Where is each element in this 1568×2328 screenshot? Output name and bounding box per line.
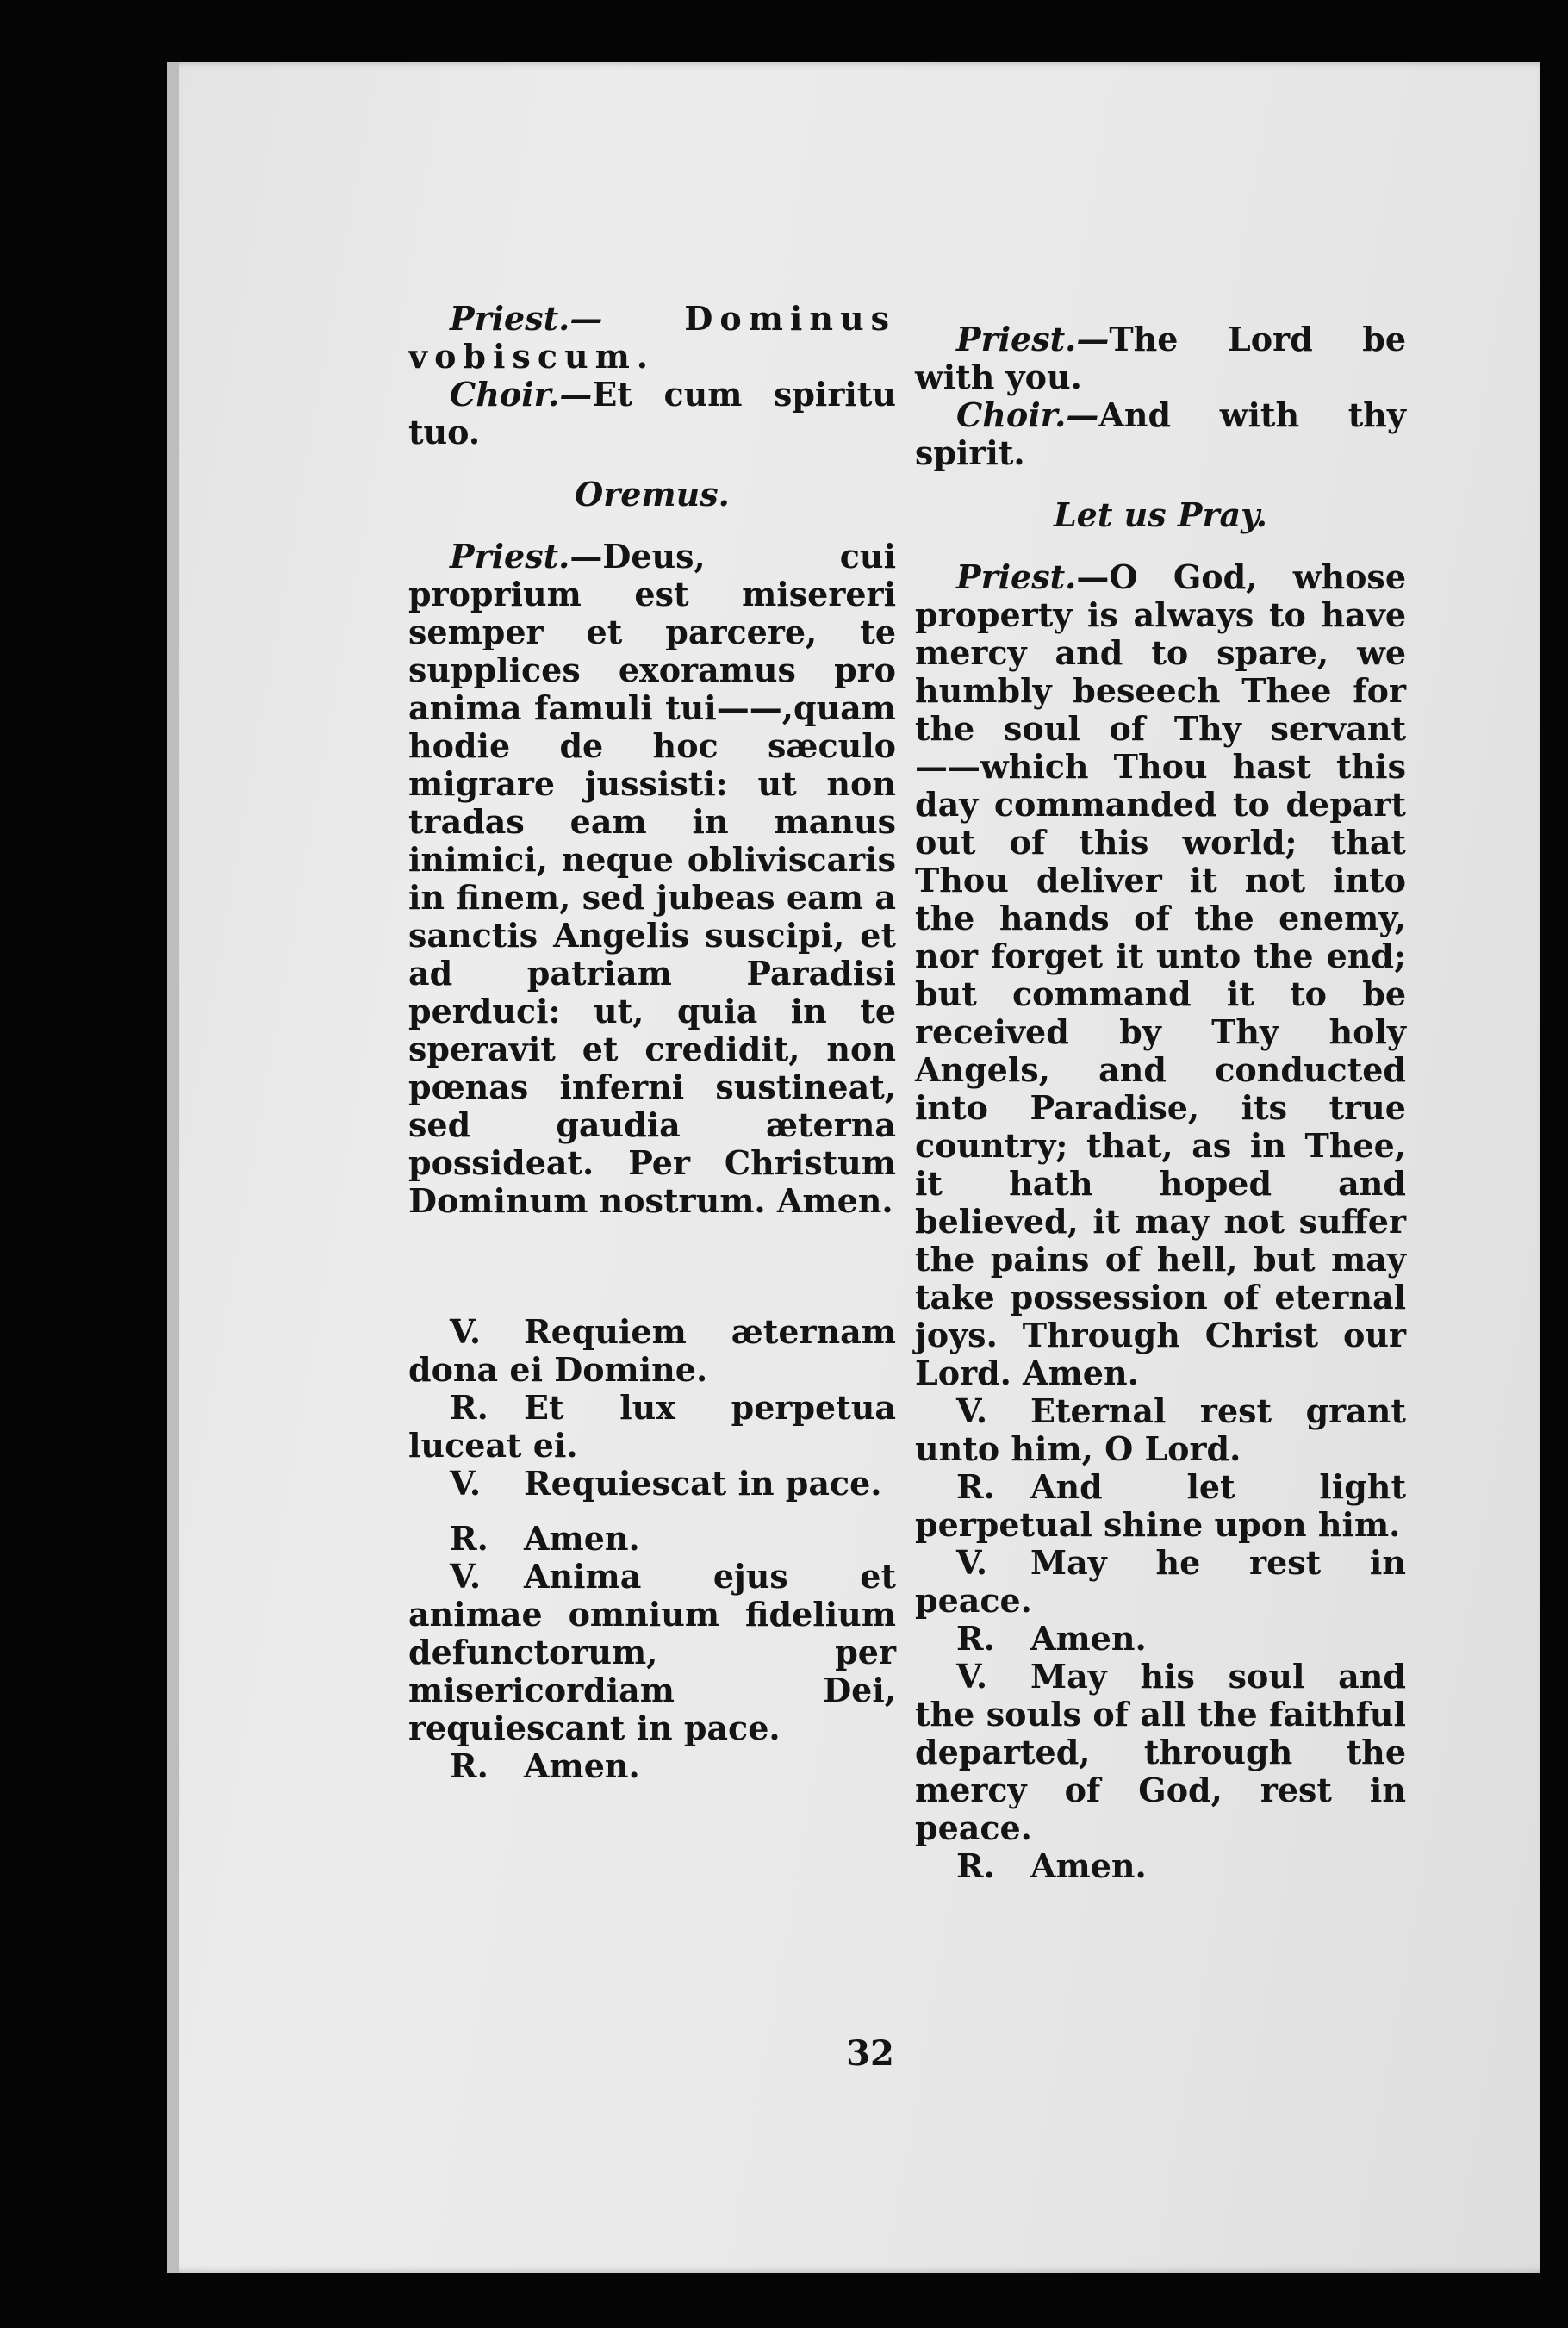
english-choir-role: Choir.— <box>956 395 1099 434</box>
verse-marker: V. <box>956 1657 988 1696</box>
response-text: Amen. <box>1030 1619 1147 1658</box>
latin-dominus-vobiscum <box>408 300 896 376</box>
response-text: May his soul and the souls of all the faithful departed, through the mercy of God, rest in peace. <box>915 1657 1406 1847</box>
latin-et-cum-spiritu <box>408 376 896 451</box>
verse-marker: V. <box>956 1543 988 1582</box>
latin-dominus-text: Dominus vobiscum. <box>408 299 896 376</box>
latin-response-4 <box>408 1520 896 1558</box>
response-text: Eternal rest grant unto him, O Lord. <box>915 1391 1406 1468</box>
response-text: Amen. <box>524 1519 640 1558</box>
latin-choir-role: Choir.— <box>450 375 593 414</box>
latin-heading: Oremus. <box>575 475 730 514</box>
english-prayer-text: —O God, whose property is always to have mercy and to spare, we humbly beseech Thee for the soul of Thy servant ——which Thou hast this day commanded to depart out of this world; that Thou deliver it not into the hands of the enemy, nor forget it unto the end; but command it to be received by Thy holy Angels, and conducted into Paradise, its true country; that, as in Thee, it hath hoped and believed, it may not suffer the pains of hell, but may take possession of eternal joys. Through Christ our Lord. Amen. <box>915 557 1406 1392</box>
response-text: May he rest in peace. <box>915 1543 1406 1620</box>
latin-column <box>408 300 896 1785</box>
english-response-5 <box>915 1658 1406 1847</box>
response-text: And let light perpetual shine upon him. <box>915 1467 1406 1544</box>
english-choir-text: And with thy spirit. <box>915 395 1406 472</box>
english-response-4 <box>915 1620 1406 1658</box>
latin-response-3 <box>408 1465 896 1503</box>
verse-marker: V. <box>450 1464 482 1503</box>
page-number: 32 <box>846 2033 894 2074</box>
latin-priest-role: Priest.— <box>450 299 603 338</box>
latin-choir-text: Et cum spiritu tuo. <box>408 375 896 451</box>
english-response-6 <box>915 1847 1406 1885</box>
english-priest-role: Priest.— <box>956 320 1110 358</box>
response-text: Et lux perpetua luceat ei. <box>408 1388 896 1465</box>
verse-marker: V. <box>450 1557 482 1596</box>
response-marker: R. <box>956 1846 995 1885</box>
english-prayer-role: Priest. <box>956 557 1077 596</box>
verse-marker: V. <box>956 1391 988 1430</box>
english-and-with-thy-spirit <box>915 396 1406 472</box>
response-text: Requiescat in pace. <box>524 1464 882 1503</box>
response-marker: R. <box>450 1388 488 1427</box>
response-text: Amen. <box>524 1746 640 1785</box>
response-marker: R. <box>956 1467 995 1506</box>
latin-prayer-text: —Deus, cui proprium est misereri semper et parcere, te supplices exoramus pro anima famuli tui——,quam hodie de hoc sæculo migrare jussisti: ut non tradas eam in manus inimici, neque obliviscaris in finem, sed jubeas eam a sanctis Angelis suscipi, et ad patriam Paradisi perduci: ut, quia in te speravit et credidit, non pœnas inferni sustineat, sed gaudia æterna possideat. Per Christum Dominum nostrum. Amen. <box>408 537 896 1220</box>
latin-response-6 <box>408 1747 896 1785</box>
latin-response-2 <box>408 1389 896 1465</box>
response-text: Anima ejus et animae omnium fidelium defunctorum, per misericordiam Dei, requiescant in pace. <box>408 1557 896 1747</box>
latin-prayer <box>408 538 896 1220</box>
english-the-lord-be-with-you <box>915 321 1406 396</box>
latin-response-1 <box>408 1313 896 1389</box>
response-marker: R. <box>956 1619 995 1658</box>
english-response-3 <box>915 1544 1406 1620</box>
response-marker: R. <box>450 1519 488 1558</box>
response-text: Requiem æternam dona ei Domine. <box>408 1312 896 1389</box>
response-marker: R. <box>450 1746 488 1785</box>
response-text: Amen. <box>1030 1846 1147 1885</box>
english-priest-text: The Lord be with you. <box>915 320 1406 396</box>
latin-response-5 <box>408 1558 896 1747</box>
english-response-1 <box>915 1392 1406 1468</box>
english-heading: Let us Pray. <box>1053 495 1268 534</box>
english-response-2 <box>915 1468 1406 1544</box>
latin-prayer-role: Priest. <box>450 537 570 576</box>
verse-marker: V. <box>450 1312 482 1351</box>
english-column <box>915 321 1406 1885</box>
page-spine-edge <box>167 62 179 2273</box>
english-prayer <box>915 558 1406 1392</box>
